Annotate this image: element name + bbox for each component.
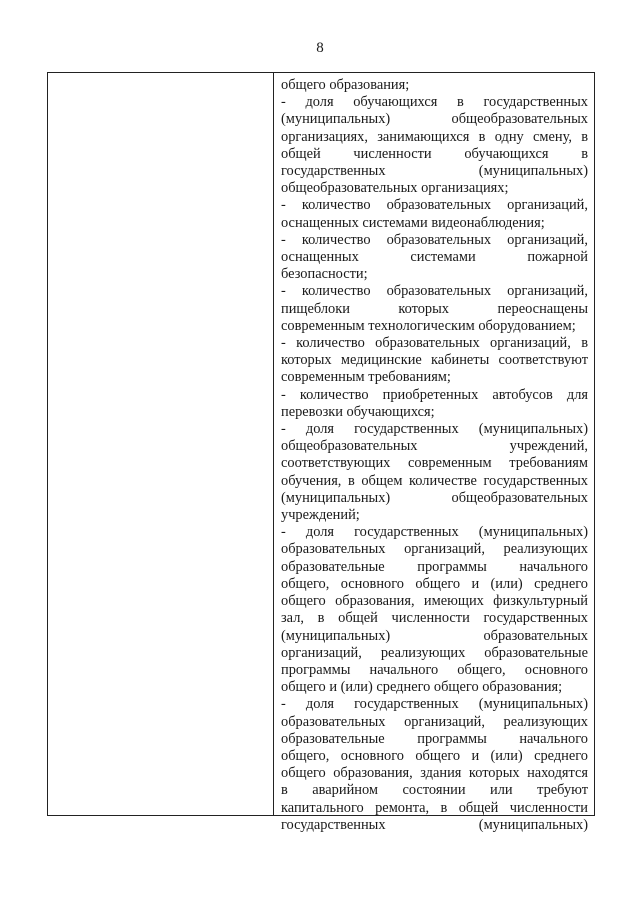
text-line: общего образования;	[281, 77, 410, 93]
text-line: общей численности обучающихся в	[281, 145, 588, 162]
text-line: капитального ремонта, в общей численности	[281, 799, 588, 816]
text-line: - количество образовательных организаций,	[281, 283, 588, 300]
text-line: образовательные программы начального	[281, 730, 588, 747]
text-line: перевозки обучающихся;	[281, 403, 435, 420]
text-line: (муниципальных) общеобразовательных	[281, 489, 588, 506]
text-line: организаций, реализующих образовательные	[281, 644, 588, 661]
text-line: общего образования, имеющих физкультурный	[281, 593, 588, 610]
table-left-column	[48, 73, 274, 815]
text-line: общего образования, здания которых находятся	[281, 765, 588, 782]
text-line: - количество образовательных организаций, в	[281, 335, 588, 352]
text-line: общего, основного общего и (или) среднего	[281, 575, 588, 592]
text-line: государственных (муниципальных)	[281, 816, 588, 833]
text-line: - доля государственных (муниципальных)	[281, 696, 588, 713]
text-line: - доля государственных (муниципальных)	[281, 524, 588, 541]
text-line: обучения, в общем количестве государственных	[281, 472, 588, 489]
text-line: (муниципальных) образовательных	[281, 627, 588, 644]
text-line: - количество приобретенных автобусов для	[281, 386, 588, 403]
page-number: 8	[316, 40, 324, 56]
text-line: в аварийном состоянии или требуют	[281, 782, 588, 799]
text-line: - количество образовательных организаций,	[281, 231, 588, 248]
text-line: которых медицинские кабинеты соответствуют	[281, 352, 588, 369]
text-line: общего, основного общего и (или) среднего	[281, 747, 588, 764]
text-line: оснащенных системами видеонаблюдения;	[281, 214, 545, 231]
text-line: общеобразовательных организациях;	[281, 180, 509, 197]
text-line: - доля обучающихся в государственных	[281, 94, 588, 111]
text-line: (муниципальных) общеобразовательных	[281, 111, 588, 128]
text-line: современным требованиям;	[281, 369, 451, 386]
table-right-column	[274, 73, 594, 833]
text-line: зал, в общей численности государственных	[281, 610, 588, 627]
text-line: учреждений;	[281, 507, 360, 524]
text-line: современным технологическим оборудованием;	[281, 317, 576, 334]
text-line: образовательных организаций, реализующих	[281, 713, 588, 730]
text-line: соответствующих современным требованиям	[281, 455, 588, 472]
document-table	[47, 72, 595, 833]
text-line: образовательные программы начального	[281, 558, 588, 575]
text-line: общеобразовательных учреждений,	[281, 438, 588, 455]
text-line: безопасности;	[281, 266, 368, 283]
text-line: - количество образовательных организаций,	[281, 197, 588, 214]
text-line: образовательных организаций, реализующих	[281, 541, 588, 558]
text-line: организациях, занимающихся в одну смену, в	[281, 128, 588, 145]
text-line: государственных (муниципальных)	[281, 163, 588, 180]
text-line: оснащенных системами пожарной	[281, 249, 588, 266]
text-line: общего и (или) среднего общего образования;	[281, 679, 563, 696]
text-line: программы начального общего, основного	[281, 661, 588, 678]
text-line: - доля государственных (муниципальных)	[281, 421, 588, 438]
text-line: пищеблоки которых переоснащены	[281, 300, 588, 317]
